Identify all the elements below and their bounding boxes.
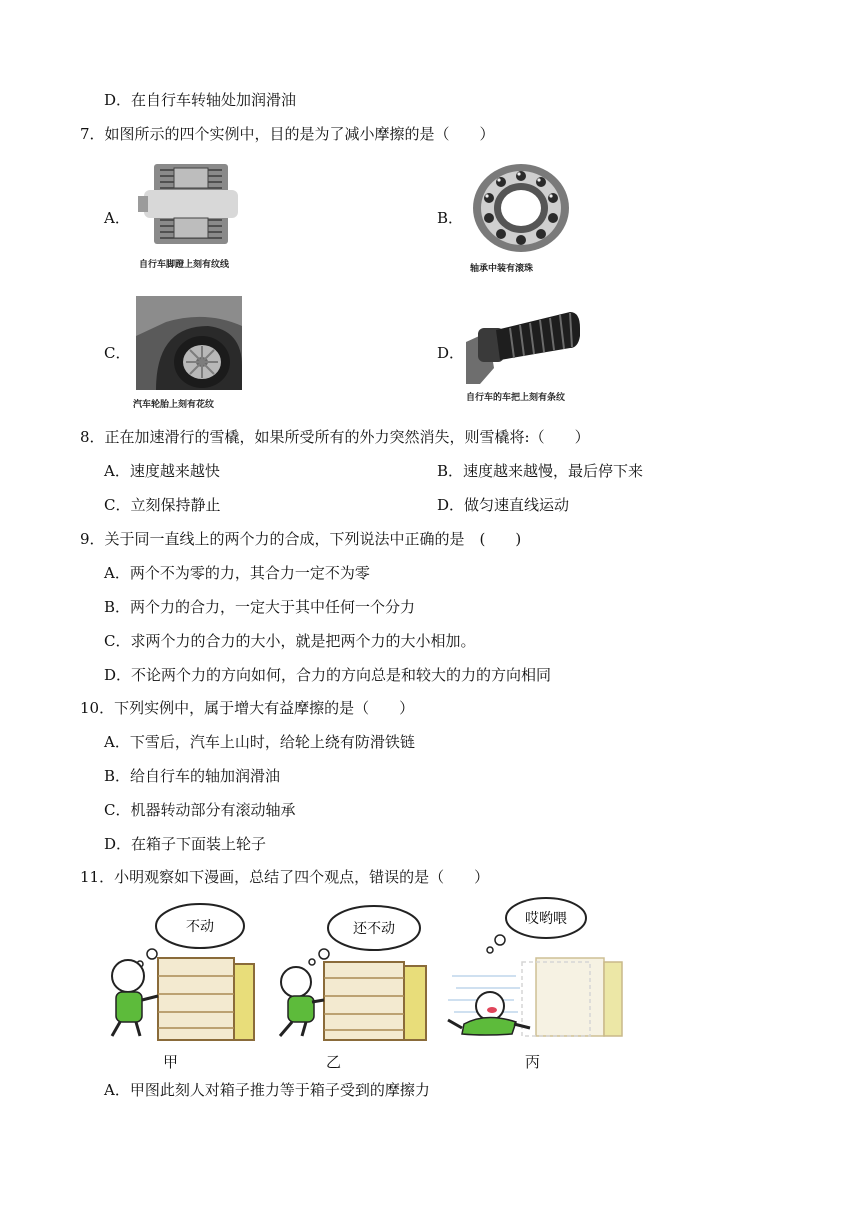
comic-panel-bing	[448, 898, 622, 1036]
q8-option-b[interactable]: B．速度越来越慢，最后停下来	[437, 462, 644, 480]
q8-option-a[interactable]: A．速度越来越快	[104, 462, 220, 480]
q10-option-b[interactable]: B．给自行车的轴加润滑油	[104, 767, 281, 785]
pedal-image	[138, 160, 244, 252]
q8-option-d[interactable]: D．做匀速直线运动	[437, 496, 570, 514]
q9-option-d[interactable]: D．不论两个力的方向如何，合力的方向总是和较大的力的方向相同	[104, 666, 552, 684]
bubble-text-yi: 还不动	[353, 921, 395, 937]
option-letter: D．	[437, 344, 465, 362]
handlebar-image	[466, 306, 580, 384]
q9-option-b[interactable]: B．两个力的合力，一定大于其中任何一个分力	[104, 598, 416, 616]
comic-image	[96, 896, 636, 1046]
pedal-caption: 自行车脚蹬上刻有纹线	[139, 260, 230, 270]
option-letter: A．	[104, 209, 130, 227]
q9-option-c[interactable]: C．求两个力的合力的大小，就是把两个力的大小相加。	[104, 632, 476, 650]
comic-panel-jia	[112, 904, 254, 1040]
panel-label-bing: 丙	[525, 1053, 541, 1071]
q11-option-a[interactable]: A．甲图此刻人对箱子推力等于箱子受到的摩擦力	[104, 1081, 430, 1099]
bearing-image	[463, 156, 573, 254]
q6-option-d: D．在自行车转轴处加润滑油	[104, 91, 297, 109]
q8-option-c[interactable]: C．立刻保持静止	[104, 496, 221, 514]
bearing-caption: 轴承中装有滚珠	[470, 264, 534, 274]
handlebar-caption: 自行车的车把上刻有条纹	[466, 393, 566, 403]
bubble-text-jia: 不动	[186, 919, 214, 935]
option-letter: B．	[437, 209, 464, 227]
q10-stem: 10．下列实例中，属于增大有益摩擦的是（ ）	[80, 699, 415, 717]
q7-stem: 7．如图所示的四个实例中，目的是为了减小摩擦的是（ ）	[80, 125, 495, 143]
tire-caption: 汽车轮胎上刻有花纹	[133, 400, 215, 410]
panel-label-jia: 甲	[163, 1053, 179, 1071]
q10-option-d[interactable]: D．在箱子下面装上轮子	[104, 835, 267, 853]
tire-image	[136, 296, 242, 390]
q10-option-a[interactable]: A．下雪后，汽车上山时，给轮上绕有防滑铁链	[104, 733, 415, 751]
q9-stem: 9．关于同一直线上的两个力的合成，下列说法中正确的是 ( )	[80, 530, 522, 548]
q9-option-a[interactable]: A．两个不为零的力，其合力一定不为零	[104, 564, 370, 582]
comic-panel-yi	[280, 906, 426, 1040]
option-letter: C．	[104, 344, 131, 362]
q11-stem: 11．小明观察如下漫画，总结了四个观点，错误的是（ ）	[80, 868, 490, 886]
panel-label-yi: 乙	[326, 1053, 342, 1071]
q8-stem: 8．正在加速滑行的雪橇，如果所受所有的外力突然消失，则雪橇将:（ ）	[80, 428, 590, 446]
q10-option-c[interactable]: C．机器转动部分有滚动轴承	[104, 801, 296, 819]
bubble-text-bing: 哎哟喂	[525, 911, 567, 927]
